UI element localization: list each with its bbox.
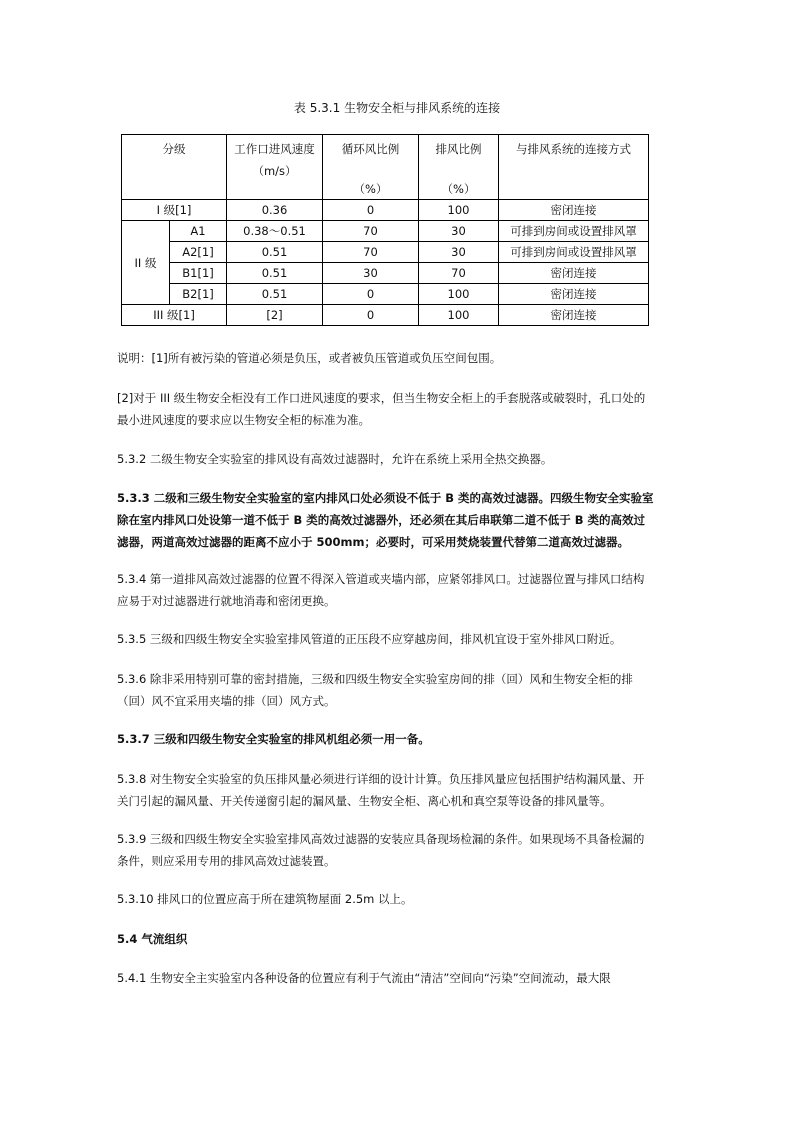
table-header-row [122, 135, 649, 200]
cell-recirc: 30 [323, 263, 419, 284]
cell-exhaust: 30 [419, 242, 499, 263]
clause-5-3-4: 5.3.4 第一道排风高效过滤器的位置不得深入管道或夹墙内部，应紧邻排风口。过滤器位置与排风口结构应易于对过滤器进行就地消毒和密闭更换。 [117, 572, 645, 608]
cell-connection: 可排到房间或设置排风罩 [499, 221, 649, 242]
cell-connection: 密闭连接 [499, 305, 649, 326]
cell-subclass: B2[1] [170, 284, 227, 305]
clause-5-3-9: 5.3.9 三级和四级生物安全实验室排风高效过滤器的安装应具备现场检漏的条件。如果现场不具备检漏的条件，则应采用专用的排风高效过滤装置。 [117, 832, 645, 868]
cell-connection: 密闭连接 [499, 284, 649, 305]
cell-subclass: A1 [170, 221, 227, 242]
header-inlet-speed: 工作口进风速度 （m/s） [227, 135, 323, 200]
cell-subclass: B1[1] [170, 263, 227, 284]
cell-exhaust: 100 [419, 284, 499, 305]
cell-exhaust: 70 [419, 263, 499, 284]
cell-speed: 0.51 [227, 263, 323, 284]
cell-grade: I 级[1] [122, 200, 227, 221]
cell-speed: 0.38～0.51 [227, 221, 323, 242]
clause-5-3-3: 5.3.3 二级和三级生物安全实验室的室内排风口处必须设不低于 B 类的高效过滤器。四级生物安全实验室除在室内排风口处设第一道不低于 B 类的高效过滤器外，还必须在其后串联第二道不低于 B 类的高效过滤器，两道高效过滤器的距离不应小于 500mm；必要时，可采用焚烧装置代替第二道高效过滤器。 [117, 491, 654, 549]
clause-5-3-5: 5.3.5 三级和四级生物安全实验室排风管道的正压段不应穿越房间，排风机宜设于室外排风口附近。 [117, 632, 622, 646]
cell-speed: 0.36 [227, 200, 323, 221]
clause-5-3-6: 5.3.6 除非采用特别可靠的密封措施，三级和四级生物安全实验室房间的排（回）风和生物安全柜的排（回）风不宜采用夹墙的排（回）风方式。 [117, 672, 633, 708]
cell-recirc: 0 [323, 305, 419, 326]
clause-5-3-10: 5.3.10 排风口的位置应高于所在建筑物屋面 2.5m 以上。 [117, 892, 413, 906]
table-row [122, 242, 649, 263]
clause-5-4-1: 5.4.1 生物安全主实验室内各种设备的位置应有利于气流由“清洁”空间向“污染”空间流动，最大限 [117, 971, 611, 985]
cell-recirc: 70 [323, 242, 419, 263]
header-grade: 分级 [122, 135, 227, 200]
header-exhaust-ratio: 排风比例 （%） [419, 135, 499, 200]
table-row [122, 305, 649, 326]
cell-connection: 可排到房间或设置排风罩 [499, 242, 649, 263]
cell-exhaust: 30 [419, 221, 499, 242]
table-row [122, 284, 649, 305]
cell-recirc: 0 [323, 284, 419, 305]
cell-speed: 0.51 [227, 242, 323, 263]
header-connection: 与排风系统的连接方式 [499, 135, 649, 200]
cell-recirc: 70 [323, 221, 419, 242]
cell-recirc: 0 [323, 200, 419, 221]
cell-speed: 0.51 [227, 284, 323, 305]
cell-exhaust: 100 [419, 200, 499, 221]
cell-exhaust: 100 [419, 305, 499, 326]
clause-5-3-7: 5.3.7 三级和四级生物安全实验室的排风机组必须一用一备。 [117, 732, 430, 746]
note-2: [2]对于 III 级生物安全柜没有工作口进风速度的要求，但当生物安全柜上的手套脱落或破裂时，孔口处的最小进风速度的要求应以生物安全柜的标准为准。 [117, 391, 646, 427]
table-caption: 表 5.3.1 生物安全柜与排风系统的连接 [293, 101, 501, 115]
cell-class-ii: II 级 [122, 221, 170, 305]
cell-grade: III 级[1] [122, 305, 227, 326]
note-1: 说明：[1]所有被污染的管道必须是负压，或者被负压管道或负压空间包围。 [117, 351, 502, 365]
cell-connection: 密闭连接 [499, 200, 649, 221]
cell-speed: [2] [227, 305, 323, 326]
table-row [122, 263, 649, 284]
clause-5-3-2: 5.3.2 二级生物安全实验室的排风设有高效过滤器时，允许在系统上采用全热交换器。 [117, 452, 553, 466]
table-row [122, 221, 649, 242]
cell-subclass: A2[1] [170, 242, 227, 263]
cell-connection: 密闭连接 [499, 263, 649, 284]
clause-5-3-8: 5.3.8 对生物安全实验室的负压排风量必须进行详细的设计计算。负压排风量应包括围护结构漏风量、开关门引起的漏风量、开关传递窗引起的漏风量、生物安全柜、离心机和真空泵等设备的排风量等。 [117, 772, 645, 808]
biosafety-cabinet-table [121, 134, 649, 326]
section-heading-5-4: 5.4 气流组织 [117, 932, 188, 946]
table-row [122, 200, 649, 221]
header-recirc-ratio: 循环风比例 （%） [323, 135, 419, 200]
